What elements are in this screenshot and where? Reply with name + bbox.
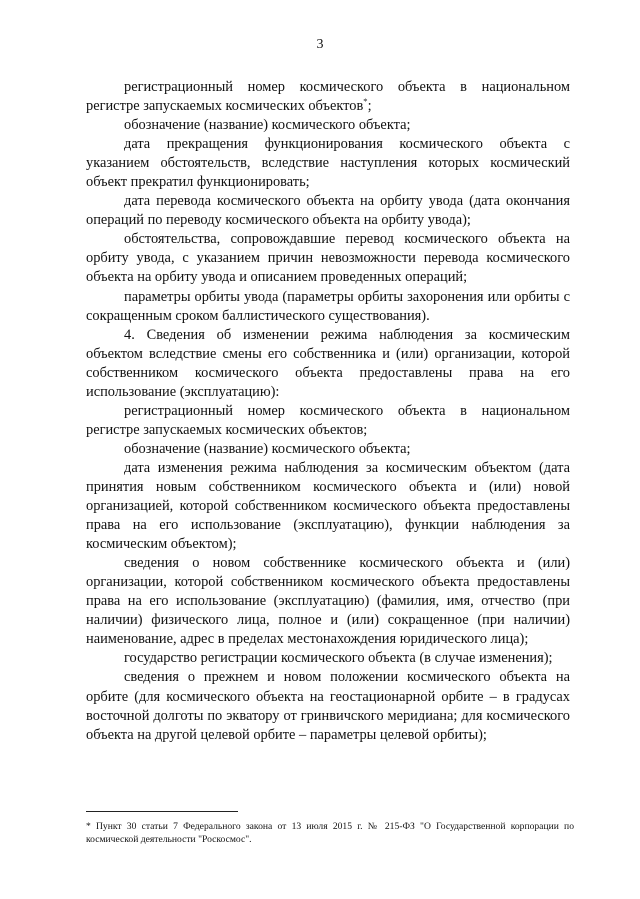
- paragraph: сведения о новом собственнике космического объекта и (или) организации, которой собственником космического объекта предоставлены права на его использование (эксплуатацию) (фамилия, имя, отчество (при наличии) физического лица, полное и (или) сокращенное (при наличии) наименование, адрес в пределах местонахождения юридического лица);: [86, 555, 570, 648]
- paragraph: регистрационный номер космического объекта в национальном регистре запускаемых космических объектов*;: [86, 79, 570, 115]
- section-4-heading-paragraph: 4. Сведения об изменении режима наблюдения за космическим объектом вследствие смены его собственника и (или) организации, которой собственником космического объекта предоставлены права на его использование (эксплуатацию):: [86, 326, 570, 400]
- paragraph: обозначение (название) космического объекта;: [124, 117, 411, 134]
- page-number: 3: [316, 37, 324, 52]
- paragraph: дата изменения режима наблюдения за космическим объектом (дата принятия новым собственником космического объекта и (или) новой организацией, которой собственником космического объекта предоставлены права на его использование (эксплуатацию), функции наблюдения за космическим объектом);: [86, 459, 570, 553]
- document-body: [86, 78, 570, 745]
- paragraph: дата перевода космического объекта на орбиту увода (дата окончания операций по переводу космического объекта на орбиту увода);: [86, 193, 570, 229]
- footnote-marker: *: [363, 96, 368, 107]
- paragraph: обозначение (название) космического объекта;: [124, 440, 411, 457]
- paragraph: государство регистрации космического объекта (в случае изменения);: [124, 650, 553, 667]
- paragraph: сведения о прежнем и новом положении космического объекта на орбите (для космического объекта на геостационарной орбите – в градусах восточной долготы по экватору от гринвичского меридиана; для космического объекта на другой целевой орбите – параметры целевой орбиты);: [86, 669, 570, 743]
- paragraph: обстоятельства, сопровождавшие перевод космического объекта на орбиту увода, с указанием причин невозможности перевода космического объекта на орбиту увода и описанием проведенных операций;: [86, 231, 570, 286]
- footnote: * Пункт 30 статьи 7 Федерального закона от 13 июля 2015 г. № 215-ФЗ "О Государственной корпорации по космической деятельности "Роскосмос".: [86, 821, 574, 845]
- paragraph: дата прекращения функционирования космического объекта с указанием обстоятельств, вследствие наступления которых космический объект прекратил функционировать;: [86, 136, 570, 191]
- paragraph: параметры орбиты увода (параметры орбиты захоронения или орбиты с сокращенным сроком баллистического существования).: [86, 288, 570, 324]
- footnote-divider: [86, 811, 238, 812]
- paragraph: регистрационный номер космического объекта в национальном регистре запускаемых космических объектов;: [86, 402, 570, 438]
